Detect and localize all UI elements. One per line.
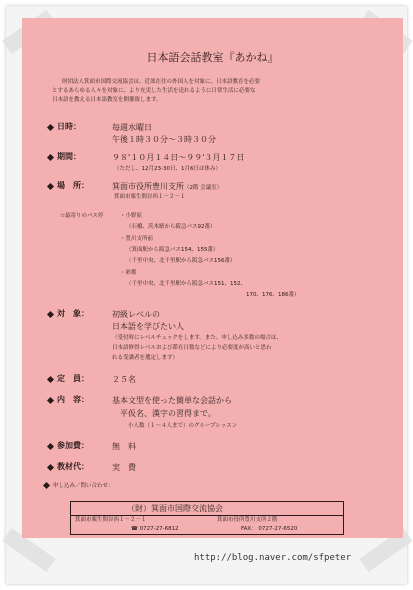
bus-route: 170、176、186番） xyxy=(246,292,300,298)
target-note: （受付時にレベルチェックをします。また、申し込み多数の場合は、 xyxy=(112,335,282,341)
fee-value: 無 料 xyxy=(112,442,136,451)
place-label: 場 所： xyxy=(57,181,89,190)
contact-address: 箕面市粟生間谷西１－２－１ xyxy=(75,517,147,523)
bus-route: （千里中央、北千里駅から阪急バス156番） xyxy=(126,258,236,264)
content-label: 内 容： xyxy=(57,395,89,404)
diamond-bullet-icon xyxy=(47,443,54,450)
capacity-value: ２５名 xyxy=(112,375,136,384)
place-floor: （2階 会議室） xyxy=(184,185,223,191)
day-label: 日時： xyxy=(57,122,81,131)
contact-box xyxy=(70,501,344,535)
diamond-bullet-icon xyxy=(47,311,54,318)
target-line: 日本語を学びたい人 xyxy=(112,322,184,331)
flyer-sheet xyxy=(22,18,403,538)
diamond-bullet-icon xyxy=(47,183,54,190)
intro-line: とするあらゆる人々を対象に、より充実した生活を送れるように日常生活に必要な xyxy=(52,88,256,94)
target-note: れる受講者を選定します） xyxy=(112,355,179,361)
blog-watermark: http://blog.naver.com/sfpeter xyxy=(194,553,352,563)
fee-label: 参加費： xyxy=(57,441,89,450)
content-line: 基本文型を使った簡単な会話から xyxy=(112,396,232,405)
bus-stop: ・彩都 xyxy=(120,270,137,276)
bus-stop: ・豊川支所前 xyxy=(120,236,154,242)
period-note: （ただし、12月23-30日、1月6日は休み） xyxy=(114,166,221,172)
material-value: 実 費 xyxy=(112,463,136,472)
place-value: 箕面市役所豊川支所 xyxy=(112,182,184,191)
photo-frame xyxy=(6,6,407,584)
period-label: 期間： xyxy=(57,152,81,161)
diamond-bullet-icon xyxy=(47,397,54,404)
flyer-title: 日本語会話教室『あかね』 xyxy=(146,51,279,64)
target-line: 初級レベルの xyxy=(112,310,160,319)
bus-route: （箕面駅から阪急バス154、155番） xyxy=(126,247,219,253)
bus-route: （石橋、茨木駅から阪急バス92番） xyxy=(126,224,216,230)
time-value: 午後１時３０分～３時３０分 xyxy=(112,135,216,144)
bus-stop: ・小野原 xyxy=(120,213,143,219)
contact-tel: ☎ 0727-27-6812 xyxy=(131,526,179,532)
contact-label: 申し込み／問い合わせ： xyxy=(53,483,114,489)
content-line: 小人数（１～４人まで）のグループレッスン xyxy=(128,423,238,429)
material-label: 教材代： xyxy=(57,462,89,471)
diamond-bullet-icon xyxy=(47,124,54,131)
target-label: 対 象： xyxy=(57,309,89,318)
contact-fax: FAX： 0727-27-6520 xyxy=(241,526,298,532)
diamond-bullet-icon xyxy=(47,376,54,383)
contact-address: 箕面市役所豊川支所２階 xyxy=(217,517,278,523)
place-address: 箕面市粟生間谷西１－２－１ xyxy=(114,194,186,200)
intro-line: 日本語を教える日本語教室を開催致します。 xyxy=(52,97,162,103)
contact-org: （財）箕面市国際交流協会 xyxy=(127,504,223,513)
content-line: 平仮名、漢字の習得まで。 xyxy=(120,409,216,418)
period-value: ９８'１０月１４日～９９'３月１７日 xyxy=(112,153,245,162)
intro-line: 財団法人箕面市国際交流協会は、近郊在住の外国人を対象に、日本語教育を必要 xyxy=(62,79,261,85)
day-value: 毎週水曜日 xyxy=(112,123,152,132)
diamond-bullet-icon xyxy=(47,464,54,471)
diamond-bullet-icon xyxy=(47,154,54,161)
diamond-bullet-icon xyxy=(43,482,50,489)
contact-divider xyxy=(71,515,343,516)
target-note: 日本語修得レベルおよび滞在日数などにより必要度が高いと思わ xyxy=(112,345,272,351)
bus-heading: ☆最寄りのバス停 xyxy=(60,213,104,219)
bus-route: （千里中央、北千里駅から阪急バス151、152、 xyxy=(126,281,246,287)
capacity-label: 定 員： xyxy=(57,374,89,383)
